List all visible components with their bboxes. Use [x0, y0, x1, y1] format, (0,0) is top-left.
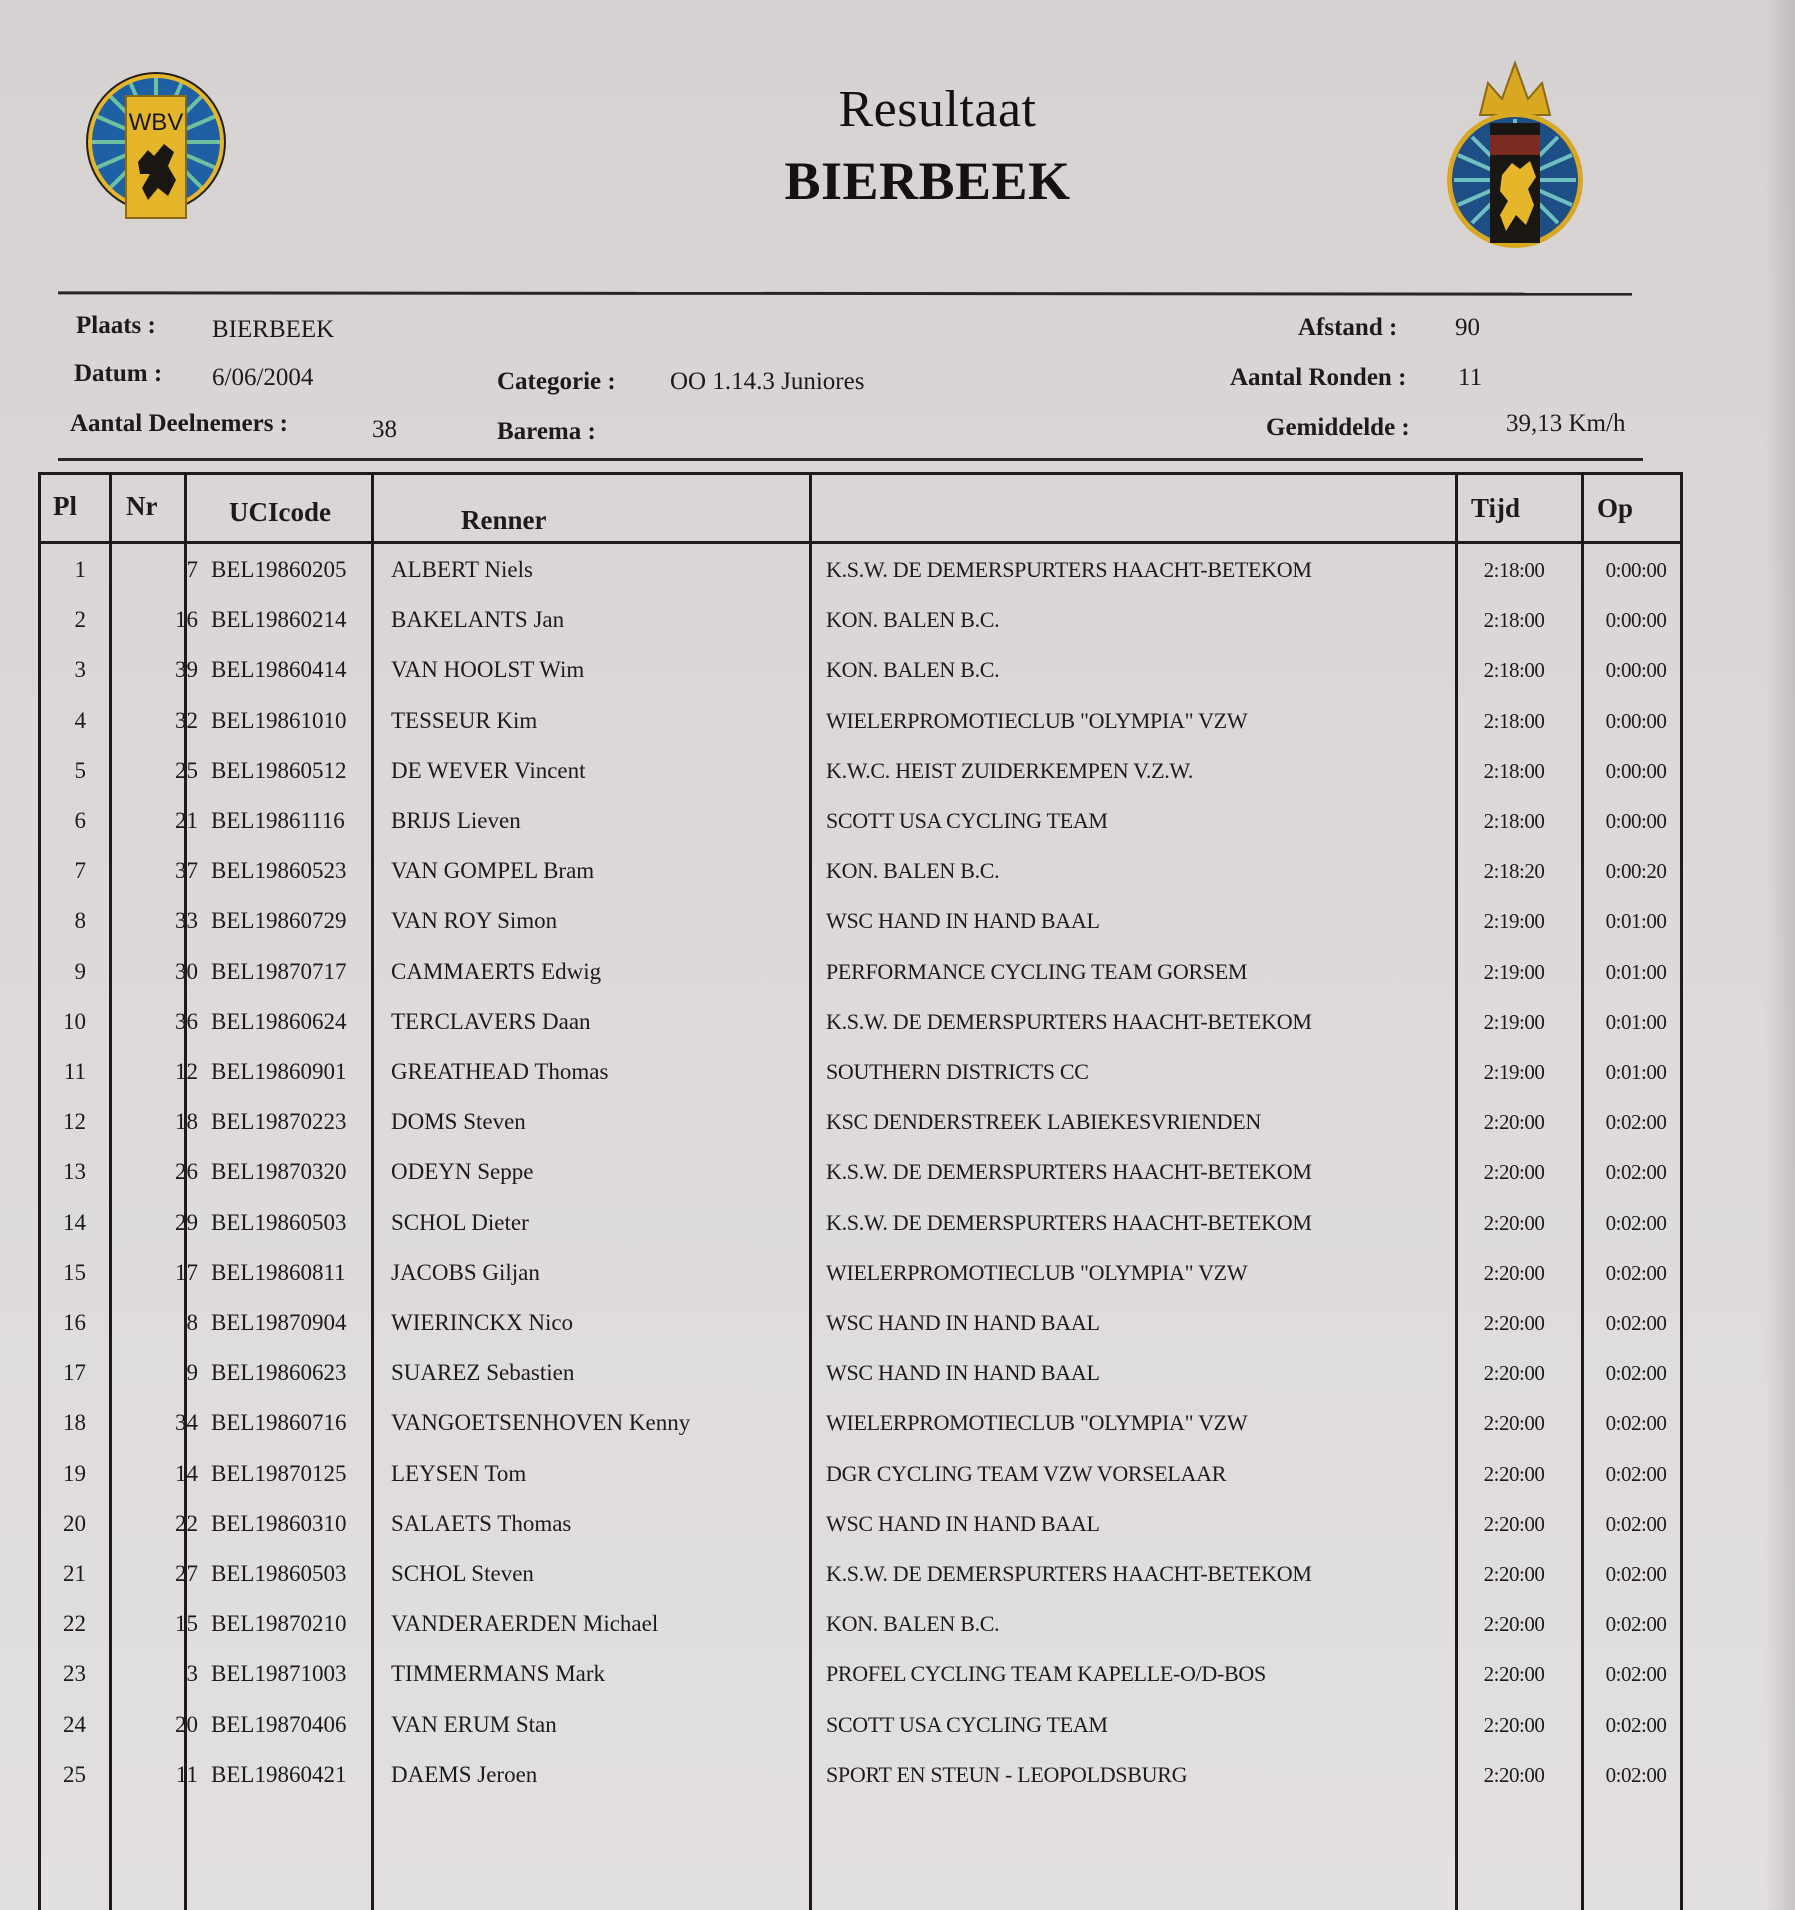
row-pl: 3 — [74, 657, 86, 683]
row-club: K.S.W. DE DEMERSPURTERS HAACHT-BETEKOM — [826, 1561, 1312, 1586]
row-club: WSC HAND IN HAND BAAL — [826, 1510, 1100, 1536]
row-nr: 16 — [175, 607, 198, 633]
row-club: KON. BALEN B.C. — [826, 1611, 1000, 1637]
gemiddelde-label: Gemiddelde : — [1266, 414, 1410, 441]
row-club: WIELERPROMOTIECLUB "OLYMPIA" VZW — [826, 1259, 1248, 1285]
row-club: K.W.C. HEIST ZUIDERKEMPEN V.Z.W. — [826, 757, 1194, 783]
row-ucicode: BEL19860624 — [211, 1008, 347, 1034]
row-club: K.S.W. DE DEMERSPURTERS HAACHT-BETEKOM — [826, 1008, 1312, 1034]
row-op: 0:02:00 — [1605, 1110, 1667, 1135]
row-renner: SALAETS Thomas — [391, 1510, 572, 1536]
row-ucicode: BEL19870223 — [211, 1109, 347, 1135]
table-row — [41, 1459, 1680, 1509]
row-nr: 25 — [175, 757, 198, 783]
row-pl: 20 — [63, 1510, 86, 1536]
ronden-value: 11 — [1458, 364, 1483, 391]
row-tijd: 2:20:00 — [1483, 1662, 1545, 1687]
row-club: DGR CYCLING TEAM VZW VORSELAAR — [826, 1460, 1227, 1486]
row-ucicode: BEL19860503 — [211, 1561, 347, 1586]
header-divider — [41, 541, 1680, 544]
row-op: 0:02:00 — [1605, 1562, 1667, 1586]
row-tijd: 2:19:00 — [1483, 1009, 1545, 1034]
row-op: 0:02:00 — [1605, 1612, 1667, 1637]
row-op: 0:00:20 — [1605, 859, 1667, 884]
table-row — [41, 957, 1680, 1007]
ronden-label: Aantal Ronden : — [1230, 364, 1407, 391]
row-pl: 16 — [63, 1310, 86, 1335]
row-pl: 4 — [74, 707, 86, 733]
table-row — [41, 906, 1680, 956]
row-op: 0:01:00 — [1605, 1009, 1667, 1034]
row-pl: 18 — [63, 1410, 86, 1436]
row-op: 0:02:00 — [1605, 1411, 1667, 1436]
row-pl: 19 — [63, 1460, 86, 1486]
column-header-pl: Pl — [53, 491, 77, 521]
row-nr: 26 — [175, 1159, 198, 1185]
row-ucicode: BEL19870125 — [211, 1460, 347, 1486]
row-pl: 21 — [63, 1561, 86, 1586]
row-tijd: 2:20:00 — [1483, 1311, 1545, 1335]
page-title: Resultaat — [838, 81, 1037, 138]
row-pl: 25 — [63, 1761, 86, 1787]
row-op: 0:00:00 — [1605, 809, 1667, 833]
row-club: WIELERPROMOTIECLUB "OLYMPIA" VZW — [826, 707, 1248, 733]
row-tijd: 2:18:00 — [1483, 658, 1545, 683]
row-op: 0:02:00 — [1605, 1762, 1667, 1787]
row-club: WSC HAND IN HAND BAAL — [826, 1360, 1100, 1386]
row-ucicode: BEL19870320 — [211, 1159, 347, 1185]
row-nr: 12 — [175, 1059, 198, 1084]
row-ucicode: BEL19860310 — [211, 1510, 347, 1536]
row-op: 0:02:00 — [1605, 1511, 1667, 1536]
row-op: 0:02:00 — [1605, 1311, 1667, 1335]
row-club: SOUTHERN DISTRICTS CC — [826, 1059, 1089, 1084]
results-table — [38, 472, 1683, 1910]
row-ucicode: BEL19871003 — [211, 1661, 347, 1687]
row-op: 0:00:00 — [1605, 658, 1667, 683]
row-tijd: 2:18:20 — [1483, 859, 1545, 884]
plaats-value: BIERBEEK — [212, 316, 335, 343]
row-nr: 37 — [175, 858, 198, 884]
row-ucicode: BEL19860214 — [211, 607, 347, 633]
row-tijd: 2:20:00 — [1483, 1210, 1545, 1235]
row-pl: 24 — [63, 1711, 86, 1737]
row-renner: BRIJS Lieven — [391, 808, 521, 833]
categorie-label: Categorie : — [497, 368, 616, 395]
row-ucicode: BEL19860414 — [211, 657, 347, 683]
row-renner: LEYSEN Tom — [391, 1460, 527, 1486]
row-pl: 22 — [63, 1611, 86, 1637]
row-op: 0:00:00 — [1605, 758, 1667, 783]
row-tijd: 2:20:00 — [1483, 1562, 1545, 1586]
row-pl: 7 — [74, 858, 86, 884]
deelnemers-label: Aantal Deelnemers : — [70, 410, 288, 437]
row-club: K.S.W. DE DEMERSPURTERS HAACHT-BETEKOM — [826, 1159, 1312, 1185]
row-pl: 13 — [63, 1159, 86, 1185]
row-op: 0:02:00 — [1605, 1712, 1667, 1737]
row-club: SPORT EN STEUN - LEOPOLDSBURG — [826, 1761, 1188, 1787]
row-nr: 8 — [186, 1310, 198, 1335]
row-renner: SCHOL Dieter — [391, 1209, 529, 1235]
row-club: K.S.W. DE DEMERSPURTERS HAACHT-BETEKOM — [826, 557, 1312, 582]
row-op: 0:02:00 — [1605, 1662, 1667, 1687]
row-nr: 30 — [175, 958, 198, 984]
row-tijd: 2:20:00 — [1483, 1361, 1545, 1386]
row-ucicode: BEL19860503 — [211, 1209, 347, 1235]
row-tijd: 2:20:00 — [1483, 1461, 1545, 1486]
column-header-op: Op — [1597, 493, 1634, 523]
table-row — [41, 1007, 1680, 1057]
row-renner: WIERINCKX Nico — [391, 1310, 574, 1335]
row-tijd: 2:20:00 — [1483, 1511, 1545, 1536]
row-tijd: 2:20:00 — [1483, 1411, 1545, 1436]
table-row — [41, 706, 1680, 756]
page-subtitle: BIERBEEK — [784, 151, 1071, 211]
row-renner: TERCLAVERS Daan — [391, 1008, 591, 1034]
table-row — [41, 555, 1680, 605]
table-row — [41, 1509, 1680, 1559]
table-row — [41, 1208, 1680, 1258]
categorie-value: OO 1.14.3 Juniores — [670, 368, 865, 395]
row-renner: DAEMS Jeroen — [391, 1761, 538, 1787]
row-ucicode: BEL19860623 — [211, 1360, 347, 1386]
row-nr: 29 — [175, 1209, 198, 1235]
row-nr: 34 — [175, 1410, 198, 1436]
row-renner: VANGOETSENHOVEN Kenny — [391, 1410, 691, 1436]
row-tijd: 2:20:00 — [1483, 1712, 1545, 1737]
row-tijd: 2:20:00 — [1483, 1762, 1545, 1787]
table-row — [41, 1308, 1680, 1358]
deelnemers-value: 38 — [372, 416, 397, 443]
row-op: 0:02:00 — [1605, 1160, 1667, 1185]
table-row — [41, 856, 1680, 906]
row-club: PERFORMANCE CYCLING TEAM GORSEM — [826, 958, 1248, 984]
table-row — [41, 1258, 1680, 1308]
row-ucicode: BEL19860205 — [211, 557, 347, 582]
table-row — [41, 1609, 1680, 1659]
row-renner: SUAREZ Sebastien — [391, 1360, 575, 1386]
row-nr: 27 — [175, 1561, 198, 1586]
rbv-logo — [1440, 55, 1590, 250]
row-renner: CAMMAERTS Edwig — [391, 958, 602, 984]
row-ucicode: BEL19870210 — [211, 1611, 347, 1637]
row-tijd: 2:20:00 — [1483, 1160, 1545, 1185]
row-nr: 33 — [175, 908, 198, 934]
row-pl: 12 — [63, 1109, 86, 1135]
row-nr: 39 — [175, 657, 198, 683]
row-tijd: 2:18:00 — [1483, 608, 1545, 633]
row-ucicode: BEL19860811 — [211, 1259, 346, 1285]
row-renner: TESSEUR Kim — [391, 707, 538, 733]
row-nr: 18 — [175, 1109, 198, 1135]
table-row — [41, 605, 1680, 655]
barema-label: Barema : — [497, 418, 596, 445]
column-header-tijd: Tijd — [1471, 493, 1521, 523]
row-ucicode: BEL19860421 — [211, 1761, 347, 1787]
row-renner: BAKELANTS Jan — [391, 607, 565, 633]
row-club: WSC HAND IN HAND BAAL — [826, 1310, 1100, 1335]
row-nr: 3 — [186, 1661, 198, 1687]
row-renner: ODEYN Seppe — [391, 1159, 534, 1185]
table-row — [41, 1057, 1680, 1107]
row-nr: 17 — [175, 1259, 198, 1285]
row-nr: 14 — [175, 1460, 198, 1486]
row-nr: 20 — [175, 1711, 198, 1737]
row-nr: 15 — [175, 1611, 198, 1637]
wbv-logo-text: WBV — [128, 109, 184, 136]
column-header-nr: Nr — [126, 491, 158, 521]
table-row — [41, 1107, 1680, 1157]
row-ucicode: BEL19860729 — [211, 908, 347, 934]
row-renner: JACOBS Giljan — [391, 1259, 540, 1285]
table-row — [41, 756, 1680, 806]
row-renner: VAN HOOLST Wim — [391, 657, 585, 683]
row-nr: 9 — [186, 1360, 198, 1386]
row-pl: 6 — [74, 808, 86, 833]
table-row — [41, 1659, 1680, 1709]
row-op: 0:02:00 — [1605, 1361, 1667, 1386]
row-nr: 22 — [175, 1510, 198, 1536]
row-pl: 14 — [63, 1209, 86, 1235]
row-op: 0:02:00 — [1605, 1260, 1667, 1285]
row-op: 0:00:00 — [1605, 608, 1667, 633]
row-ucicode: BEL19870904 — [211, 1310, 347, 1335]
row-tijd: 2:18:00 — [1483, 558, 1545, 582]
rbv-logo-band — [1490, 135, 1540, 155]
row-tijd: 2:18:00 — [1483, 708, 1545, 733]
table-row — [41, 1559, 1680, 1609]
row-renner: SCHOL Steven — [391, 1561, 534, 1586]
row-ucicode: BEL19870406 — [211, 1711, 347, 1737]
row-club: WSC HAND IN HAND BAAL — [826, 908, 1100, 934]
table-row — [41, 1358, 1680, 1408]
afstand-label: Afstand : — [1298, 314, 1398, 341]
plaats-label: Plaats : — [76, 312, 156, 339]
row-pl: 17 — [63, 1360, 86, 1386]
row-tijd: 2:19:00 — [1483, 1060, 1545, 1084]
row-op: 0:01:00 — [1605, 909, 1667, 934]
row-op: 0:00:00 — [1605, 708, 1667, 733]
row-ucicode: BEL19861116 — [211, 808, 345, 833]
datum-label: Datum : — [74, 360, 163, 387]
row-op: 0:00:00 — [1605, 558, 1667, 582]
table-row — [41, 806, 1680, 856]
row-tijd: 2:18:00 — [1483, 758, 1545, 783]
row-tijd: 2:20:00 — [1483, 1612, 1545, 1637]
afstand-value: 90 — [1455, 314, 1480, 341]
row-renner: VANDERAERDEN Michael — [391, 1611, 659, 1637]
row-ucicode: BEL19860512 — [211, 757, 347, 783]
row-pl: 23 — [63, 1661, 86, 1687]
row-pl: 10 — [63, 1008, 86, 1034]
row-ucicode: BEL19870717 — [211, 958, 347, 984]
datum-value: 6/06/2004 — [212, 364, 314, 391]
row-pl: 15 — [63, 1259, 86, 1285]
row-pl: 11 — [63, 1059, 86, 1084]
row-club: KON. BALEN B.C. — [826, 858, 1000, 884]
column-header-renner: Renner — [461, 505, 547, 535]
row-ucicode: BEL19860901 — [211, 1059, 347, 1084]
row-nr: 36 — [175, 1008, 198, 1034]
divider — [58, 458, 1643, 461]
row-renner: TIMMERMANS Mark — [391, 1661, 606, 1687]
paper-edge-shadow — [1765, 0, 1795, 1910]
row-op: 0:02:00 — [1605, 1461, 1667, 1486]
table-row — [41, 655, 1680, 705]
row-pl: 1 — [74, 557, 86, 582]
row-renner: VAN ERUM Stan — [391, 1711, 557, 1737]
row-nr: 32 — [175, 707, 198, 733]
column-header-ucicode: UCIcode — [229, 497, 331, 527]
row-club: K.S.W. DE DEMERSPURTERS HAACHT-BETEKOM — [826, 1209, 1312, 1235]
row-op: 0:01:00 — [1605, 959, 1667, 984]
row-nr: 11 — [175, 1761, 198, 1787]
row-op: 0:01:00 — [1605, 1060, 1667, 1084]
row-nr: 21 — [175, 808, 198, 833]
row-club: SCOTT USA CYCLING TEAM — [826, 808, 1108, 833]
crown-icon — [1480, 63, 1550, 115]
row-ucicode: BEL19860523 — [211, 858, 347, 884]
table-row — [41, 1760, 1680, 1810]
row-club: KON. BALEN B.C. — [826, 657, 1000, 683]
row-op: 0:02:00 — [1605, 1210, 1667, 1235]
row-club: SCOTT USA CYCLING TEAM — [826, 1711, 1108, 1737]
row-renner: ALBERT Niels — [391, 557, 533, 582]
table-row — [41, 1710, 1680, 1760]
row-tijd: 2:18:00 — [1483, 809, 1545, 833]
row-pl: 8 — [74, 908, 86, 934]
row-tijd: 2:19:00 — [1483, 959, 1545, 984]
table-row — [41, 1157, 1680, 1207]
row-pl: 9 — [74, 958, 86, 984]
row-club: KSC DENDERSTREEK LABIEKESVRIENDEN — [826, 1109, 1261, 1135]
row-ucicode: BEL19860716 — [211, 1410, 347, 1436]
row-tijd: 2:19:00 — [1483, 909, 1545, 934]
row-renner: GREATHEAD Thomas — [391, 1059, 609, 1084]
row-renner: VAN ROY Simon — [391, 908, 558, 934]
row-nr: 7 — [186, 557, 198, 582]
gemiddelde-value: 39,13 Km/h — [1506, 410, 1626, 437]
row-tijd: 2:20:00 — [1483, 1260, 1545, 1285]
row-renner: VAN GOMPEL Bram — [391, 858, 595, 884]
row-renner: DOMS Steven — [391, 1109, 526, 1135]
row-club: KON. BALEN B.C. — [826, 607, 1000, 633]
row-club: PROFEL CYCLING TEAM KAPELLE-O/D-BOS — [826, 1661, 1266, 1687]
row-ucicode: BEL19861010 — [211, 707, 347, 733]
table-row — [41, 1408, 1680, 1458]
row-pl: 5 — [74, 757, 86, 783]
row-renner: DE WEVER Vincent — [391, 757, 586, 783]
row-club: WIELERPROMOTIECLUB "OLYMPIA" VZW — [826, 1410, 1248, 1436]
row-pl: 2 — [74, 607, 86, 633]
divider — [58, 291, 1632, 295]
row-tijd: 2:20:00 — [1483, 1110, 1545, 1135]
